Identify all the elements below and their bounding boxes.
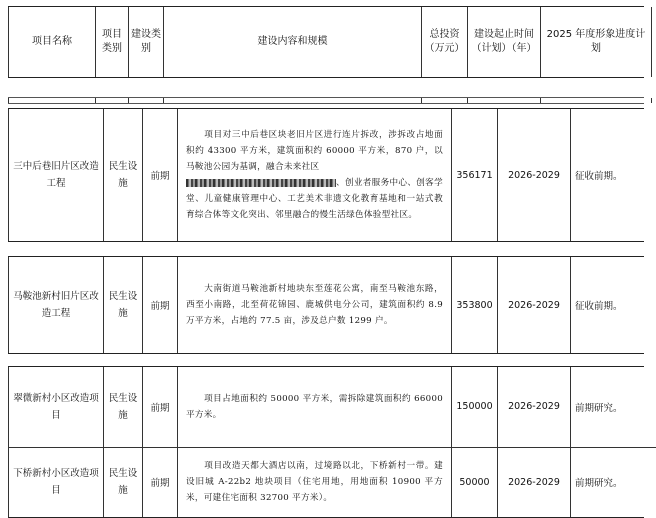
project-content: 项目改造天都大酒店以南，过境路以北，下桥新村一带。建设旧城 A-22b2 地块项目（住宅用地，用地面积 10900 平方米，可建住宅面积 32700 平方米）。 xyxy=(178,447,452,517)
project-progress: 前期研究。 xyxy=(571,367,656,447)
project-category: 前期 xyxy=(143,109,178,241)
project-period: 2026-2029 xyxy=(498,447,571,517)
project-name: 马鞍池新村旧片区改造工程 xyxy=(9,257,104,353)
project-category: 前期 xyxy=(143,367,178,447)
project-investment: 150000 xyxy=(452,367,498,447)
header-progress: 2025 年度形象进度计划 xyxy=(541,7,652,77)
separator-strip xyxy=(8,97,644,104)
project-content: 大南街道马鞍池新村地块东至莲花公寓，南至马鞍池东路，西至小南路，北至荷花锦园、鹿城供电分公司，建筑面积约 8.9 万平方米，占地约 77.5 亩，涉及总户数 1299 户。 xyxy=(178,257,452,353)
project-period: 2026-2029 xyxy=(498,109,571,241)
project-period: 2026-2029 xyxy=(498,257,571,353)
table-header xyxy=(8,6,644,78)
header-type: 项目类别 xyxy=(96,7,129,77)
project-category: 前期 xyxy=(143,447,178,517)
header-content: 建设内容和规模 xyxy=(164,7,422,77)
project-progress: 征收前期。 xyxy=(571,257,656,353)
project-progress: 前期研究。 xyxy=(571,447,656,517)
redaction-mark xyxy=(186,179,336,187)
project-name: 翠微新村小区改造项目 xyxy=(9,367,104,447)
project-type: 民生设施 xyxy=(104,109,143,241)
project-name: 三中后巷旧片区改造工程 xyxy=(9,109,104,241)
header-investment: 总投资（万元） xyxy=(422,7,468,77)
project-type: 民生设施 xyxy=(104,257,143,353)
project-content: 项目对三中后巷区块老旧片区进行连片拆改，涉拆改占地面积约 43300 平方米，建筑面积约 60000 平方米，870 户，以马鞍池公园为基调，融合未来社区 、创业者服务中心、创客学堂、儿童健康管理中心、工艺美术非遗文化教育基地和一站式教育综合体等文化突出、邻里融合的慢生活绿色体验型社区。 xyxy=(178,109,452,241)
header-period: 建设起止时间（计划）（年） xyxy=(468,7,541,77)
header-category: 建设类别 xyxy=(129,7,164,77)
project-period: 2026-2029 xyxy=(498,367,571,447)
project-type: 民生设施 xyxy=(104,367,143,447)
project-investment: 356171 xyxy=(452,109,498,241)
project-name: 下桥新村小区改造项目 xyxy=(9,447,104,517)
table-row xyxy=(8,256,644,354)
project-progress: 征收前期。 xyxy=(571,109,656,241)
table-row-group xyxy=(8,366,644,518)
project-category: 前期 xyxy=(143,257,178,353)
header-name: 项目名称 xyxy=(9,7,96,77)
project-investment: 50000 xyxy=(452,447,498,517)
project-content: 项目占地面积约 50000 平方米，需拆除建筑面积约 66000 平方米。 xyxy=(178,367,452,447)
project-investment: 353800 xyxy=(452,257,498,353)
project-type: 民生设施 xyxy=(104,447,143,517)
table-row xyxy=(8,108,644,242)
